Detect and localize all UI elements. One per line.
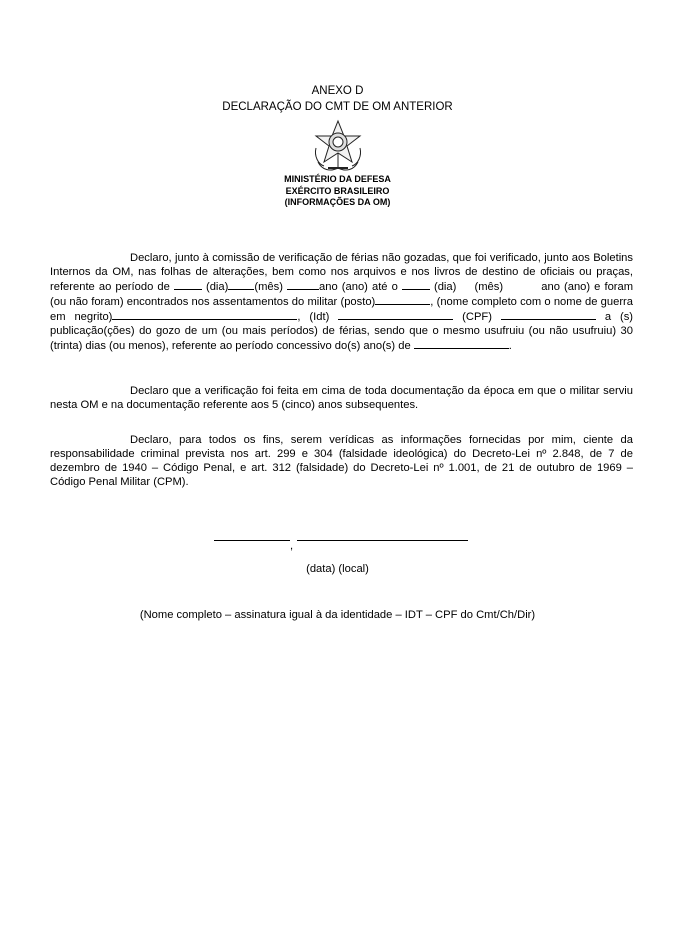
year-blank[interactable]	[287, 279, 319, 290]
om-info: (INFORMAÇÕES DA OM)	[284, 197, 391, 207]
paragraph-documentation	[50, 384, 633, 412]
cpf-blank[interactable]	[501, 309, 596, 320]
idt-text: , (Idt)	[297, 311, 330, 323]
years-blank[interactable]	[414, 338, 509, 349]
spacer	[460, 280, 470, 290]
period-end: .	[508, 340, 512, 352]
month-blank[interactable]	[228, 279, 254, 290]
spacer	[507, 280, 537, 290]
date-line[interactable]	[214, 540, 290, 541]
name-text: , (nome completo com o nome de guerra em negrito)	[50, 296, 633, 323]
date-local-label: (data) (local)	[306, 563, 369, 575]
paragraph-veracity	[50, 433, 633, 489]
end-month-label: (mês)	[474, 281, 504, 293]
paragraph-text: Declaro que a verificação foi feita em cima de toda documentação da época em que o militar serviu nesta OM e na documentação referente aos 5 (cinco) anos subsequentes.	[50, 385, 633, 411]
army-name: EXÉRCITO BRASILEIRO	[285, 185, 390, 196]
rank-text: ano (ano) e foram (ou não foram) encontrados nos assentamentos do militar (posto)	[50, 281, 634, 308]
idt-blank[interactable]	[338, 309, 453, 320]
paragraph-text: Declaro, junto à comissão de verificação de férias não gozadas, que foi verificado, junto aos Boletins Internos da OM, nas folhas de alterações, bem como nos arquivos e nos livros de destino de oficiais ou praças, referente ao período de	[50, 252, 633, 293]
signature-name-label: (Nome completo – assinatura igual à da identidade – IDT – CPF do Cmt/Ch/Dir)	[139, 609, 536, 621]
ministry-name: MINISTÉRIO DA DEFESA	[284, 174, 391, 184]
publication-text: a (s) publicação(ções) do gozo de um (ou mais períodos) de férias, sendo que o mesmo usufruiu (ou não usufruiu) 30 (trinta) dias (ou menos), referente ao período concessivo do(s) ano(s) de	[50, 311, 634, 352]
signature-comma: ,	[290, 540, 294, 552]
paragraph-text: Declaro, para todos os fins, serem verídicas as informações fornecidas por mim, ciente da responsabilidade criminal prevista nos art. 299 e 304 (falsidade ideológica) do Decreto-Lei nº 2.848, de 7 de dezembro de 1940 – Código Penal, e art. 312 (falsidade) do Decreto-Lei nº 1.001, de 21 de outubro de 1969 – Código Penal Militar (CPM).	[50, 434, 633, 488]
local-line[interactable]	[297, 540, 468, 541]
rank-blank[interactable]	[375, 294, 430, 305]
until-text: ano (ano) até o	[319, 281, 398, 293]
month-label: (mês)	[254, 281, 283, 293]
name-blank[interactable]	[112, 309, 297, 320]
institution-header	[0, 174, 675, 209]
coat-of-arms-icon	[310, 118, 366, 174]
end-day-blank[interactable]	[402, 279, 430, 290]
declaration-title: DECLARAÇÃO DO CMT DE OM ANTERIOR	[222, 101, 453, 113]
annex-title: ANEXO D	[311, 85, 364, 97]
day-blank[interactable]	[174, 279, 202, 290]
end-day-label: (dia)	[433, 281, 457, 293]
cpf-label: (CPF)	[462, 311, 492, 323]
paragraph-verification	[50, 251, 633, 353]
day-label: (dia)	[205, 281, 229, 293]
